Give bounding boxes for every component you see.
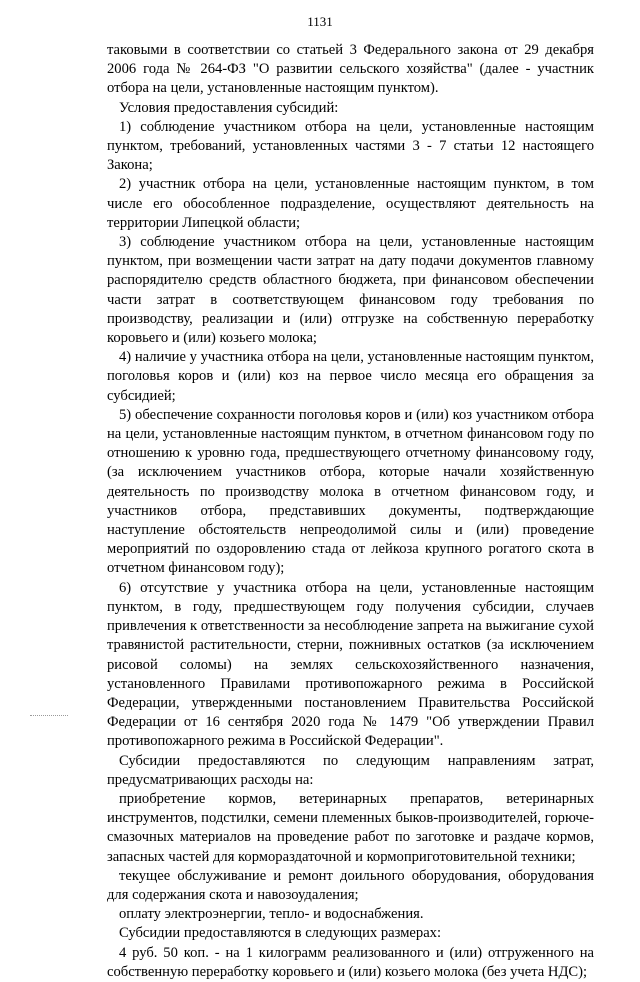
page-number: 1131 (307, 14, 333, 29)
paragraph-cost-feed: приобретение кормов, ветеринарных препаратов, ветеринарных инструментов, подстилки, семени племенных быков-производителей, горюче-смазочных материалов на проведение работ по заготовке и раздаче кормов, запасных частей для кормораздаточной и кормоприготовительной техники; (107, 790, 594, 865)
paragraph-amount-rate: 4 руб. 50 коп. - на 1 килограмм реализованного и (или) отгруженного на собственную переработку коровьего и (или) козьего молока (без учета НДС); (107, 944, 594, 980)
margin-scan-mark (30, 715, 68, 719)
paragraph-amounts-heading: Субсидии предоставляются в следующих размерах: (119, 925, 442, 942)
paragraph-cost-directions: Субсидии предоставляются по следующим направлениям затрат, предусматривающих расходы на: (107, 752, 594, 788)
paragraph-condition-2: 2) участник отбора на цели, установленные настоящим пунктом, в том числе его обособленное подразделение, осуществляют деятельность на территории Липецкой области; (107, 176, 594, 231)
paragraph-condition-3: 3) соблюдение участником отбора на цели, установленные настоящим пунктом, при возмещении части затрат на дату подачи документов главному распорядителю средств областного бюджета, при финансовом обеспечении части затрат в соответствующем финансовом году требования по производству, реализации и (или) отгрузке на собственную переработку коровьего и (или) козьего молока; (107, 234, 594, 347)
paragraph-condition-4: 4) наличие у участника отбора на цели, установленные настоящим пунктом, поголовья коров и (или) коз на первое число месяца его обращения за субсидией; (107, 349, 594, 404)
paragraph-condition-6: 6) отсутствие у участника отбора на цели, установленные настоящим пунктом, в году, предшествующем году получения субсидии, случаев привлечения к ответственности за несоблюдение запрета на выжигание сухой травянистой растительности, стерни, пожнивных остатков (за исключением рисовой соломы) на землях сельскохозяйственного назначения, установленного Правилами противопожарного режима в Российской Федерации, утвержденными постановлением Правительства Российской Федерации от 16 сентября 2020 года № 1479 "Об утверждении Правил противопожарного режима в Российской Федерации". (107, 579, 594, 750)
paragraph-conditions-heading: Условия предоставления субсидий: (119, 99, 339, 116)
paragraph-cost-utilities: оплату электроэнергии, тепло- и водоснабжения. (119, 906, 424, 923)
paragraph-condition-1: 1) соблюдение участником отбора на цели, установленные настоящим пунктом, требований, установленных частями 3 - 7 статьи 12 настоящего Закона; (107, 118, 594, 174)
paragraph-continuation: таковыми в соответствии со статьей 3 Федерального закона от 29 декабря 2006 года № 264-ФЗ "О развитии сельского хозяйства" (далее - участник отбора на цели, установленные настоящим пунктом). (107, 42, 594, 97)
paragraph-cost-maintenance: текущее обслуживание и ремонт доильного оборудования, оборудования для содержания скота и навозоудаления; (107, 867, 594, 903)
document-body (107, 41, 594, 982)
paragraph-condition-5: 5) обеспечение сохранности поголовья коров и (или) коз участником отбора на цели, установленные настоящим пунктом, в отчетном финансовом году по отношению к уровню года, предшествующего отчетному финансовому году, (за исключением участников отбора, которые начали хозяйственную деятельность по производству молока в отчетном финансовом году, и участников отбора, представивших документы, подтверждающие наступление обстоятельств непреодолимой силы и (или) проведение мероприятий по оздоровлению стада от лейкоза крупного рогатого скота в отчетном финансовом году); (107, 406, 594, 577)
